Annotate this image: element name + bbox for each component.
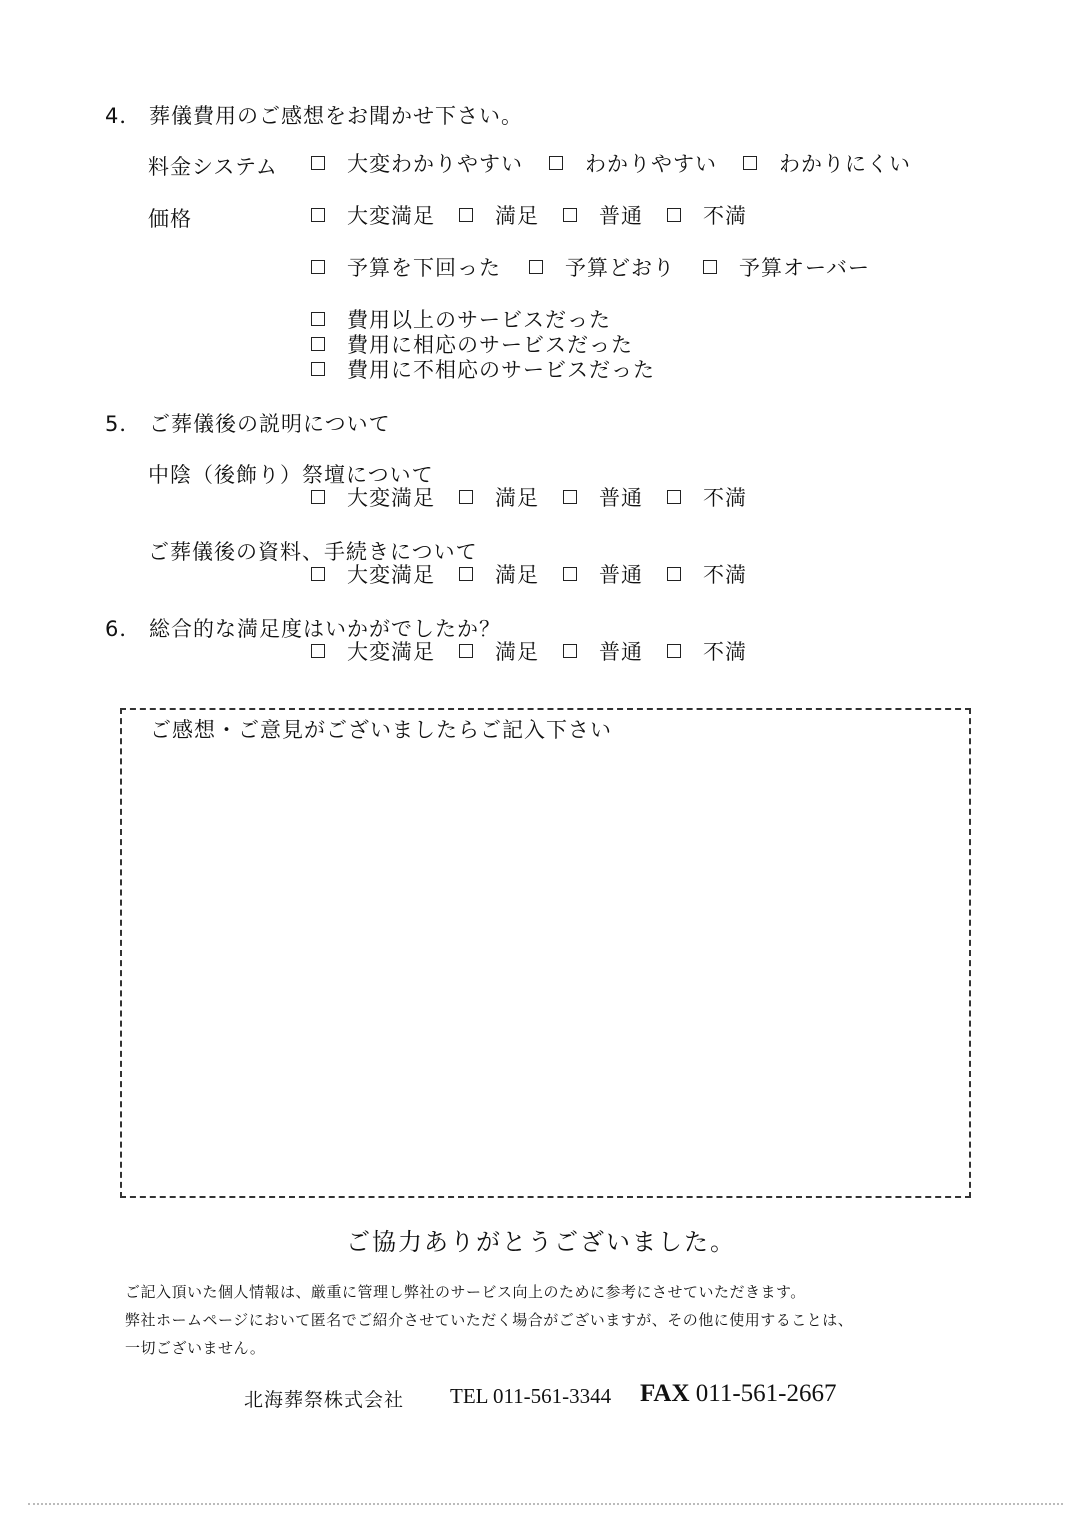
checkbox[interactable]: [667, 490, 681, 504]
privacy-note-line1: ご記入頂いた個人情報は、厳重に管理し弊社のサービス向上のために参考にさせていただきます。: [125, 1283, 806, 1301]
q4-title: 4． 葬儀費用のご感想をお聞かせ下さい。: [105, 104, 524, 128]
comment-box[interactable]: [120, 708, 971, 1198]
checkbox[interactable]: [529, 260, 543, 274]
thanks-message: ご協力ありがとうございました。: [346, 1228, 736, 1256]
checkbox[interactable]: [667, 567, 681, 581]
checkbox[interactable]: [311, 156, 325, 170]
fax-label: FAX: [640, 1380, 690, 1407]
checkbox[interactable]: [311, 362, 325, 376]
checkbox[interactable]: [311, 337, 325, 351]
company-name: 北海葬祭株式会社: [244, 1389, 405, 1411]
checkbox[interactable]: [459, 208, 473, 222]
budget-option-under[interactable]: 予算を下回った: [311, 252, 501, 282]
fee-system-options: [311, 148, 935, 178]
privacy-note-line3: 一切ございません。: [125, 1339, 266, 1357]
checkbox[interactable]: [459, 490, 473, 504]
checkbox[interactable]: [311, 490, 325, 504]
price-option-satisfied[interactable]: 満足: [459, 200, 539, 230]
documents-options: [311, 559, 771, 589]
q6-title: 6． 総合的な満足度はいかがでしたか？: [105, 617, 502, 641]
altar-option-very-satisfied[interactable]: 大変満足: [311, 482, 435, 512]
privacy-note-line2: 弊社ホームページにおいて匿名でご紹介させていただく場合がございますが、その他に使用することは、: [125, 1311, 854, 1329]
checkbox[interactable]: [667, 208, 681, 222]
altar-option-unsatisfied[interactable]: 不満: [667, 482, 747, 512]
value-option-below[interactable]: 費用に不相応のサービスだった: [311, 354, 655, 384]
price-option-very-satisfied[interactable]: 大変満足: [311, 200, 435, 230]
budget-option-on[interactable]: 予算どおり: [529, 252, 675, 282]
altar-label: 中陰（後飾り）祭壇について: [148, 463, 434, 487]
overall-options: [311, 636, 771, 666]
altar-option-satisfied[interactable]: 満足: [459, 482, 539, 512]
altar-options: [311, 482, 771, 512]
documents-option-very-satisfied[interactable]: 大変満足: [311, 559, 435, 589]
q5-title: 5． ご葬儀後の説明について: [105, 412, 391, 436]
price-satisfaction-options: [311, 200, 771, 230]
checkbox[interactable]: [703, 260, 717, 274]
budget-option-over[interactable]: 予算オーバー: [703, 252, 870, 282]
value-option-equal[interactable]: 費用に相応のサービスだった: [311, 329, 633, 359]
documents-label: ご葬儀後の資料、手続きについて: [148, 540, 478, 564]
checkbox[interactable]: [563, 490, 577, 504]
checkbox[interactable]: [667, 644, 681, 658]
overall-option-very-satisfied[interactable]: 大変満足: [311, 636, 435, 666]
fee-option-unclear[interactable]: わかりにくい: [743, 148, 911, 178]
fee-option-clear[interactable]: わかりやすい: [549, 148, 717, 178]
tel-number: TEL 011-561-3344: [450, 1384, 612, 1408]
fee-system-label: 料金システム: [148, 155, 278, 179]
checkbox[interactable]: [311, 208, 325, 222]
value-option-above[interactable]: 費用以上のサービスだった: [311, 304, 611, 334]
checkbox[interactable]: [311, 312, 325, 326]
fee-option-very-clear[interactable]: 大変わかりやすい: [311, 148, 523, 178]
checkbox[interactable]: [311, 644, 325, 658]
checkbox[interactable]: [563, 208, 577, 222]
checkbox[interactable]: [563, 644, 577, 658]
price-label: 価格: [148, 207, 192, 231]
price-option-normal[interactable]: 普通: [563, 200, 643, 230]
price-option-unsatisfied[interactable]: 不満: [667, 200, 747, 230]
comment-label: ご感想・ご意見がございましたらご記入下さい: [150, 718, 612, 742]
documents-option-normal[interactable]: 普通: [563, 559, 643, 589]
price-budget-options: [311, 252, 894, 282]
checkbox[interactable]: [459, 644, 473, 658]
documents-option-satisfied[interactable]: 満足: [459, 559, 539, 589]
overall-option-satisfied[interactable]: 満足: [459, 636, 539, 666]
altar-option-normal[interactable]: 普通: [563, 482, 643, 512]
checkbox[interactable]: [563, 567, 577, 581]
checkbox[interactable]: [311, 260, 325, 274]
fax-number: 011-561-2667: [695, 1380, 837, 1407]
checkbox[interactable]: [459, 567, 473, 581]
overall-option-normal[interactable]: 普通: [563, 636, 643, 666]
fax-info: [640, 1380, 837, 1408]
documents-option-unsatisfied[interactable]: 不満: [667, 559, 747, 589]
checkbox[interactable]: [311, 567, 325, 581]
checkbox[interactable]: [549, 156, 563, 170]
checkbox[interactable]: [743, 156, 757, 170]
overall-option-unsatisfied[interactable]: 不満: [667, 636, 747, 666]
bottom-rule: [28, 1503, 1063, 1505]
